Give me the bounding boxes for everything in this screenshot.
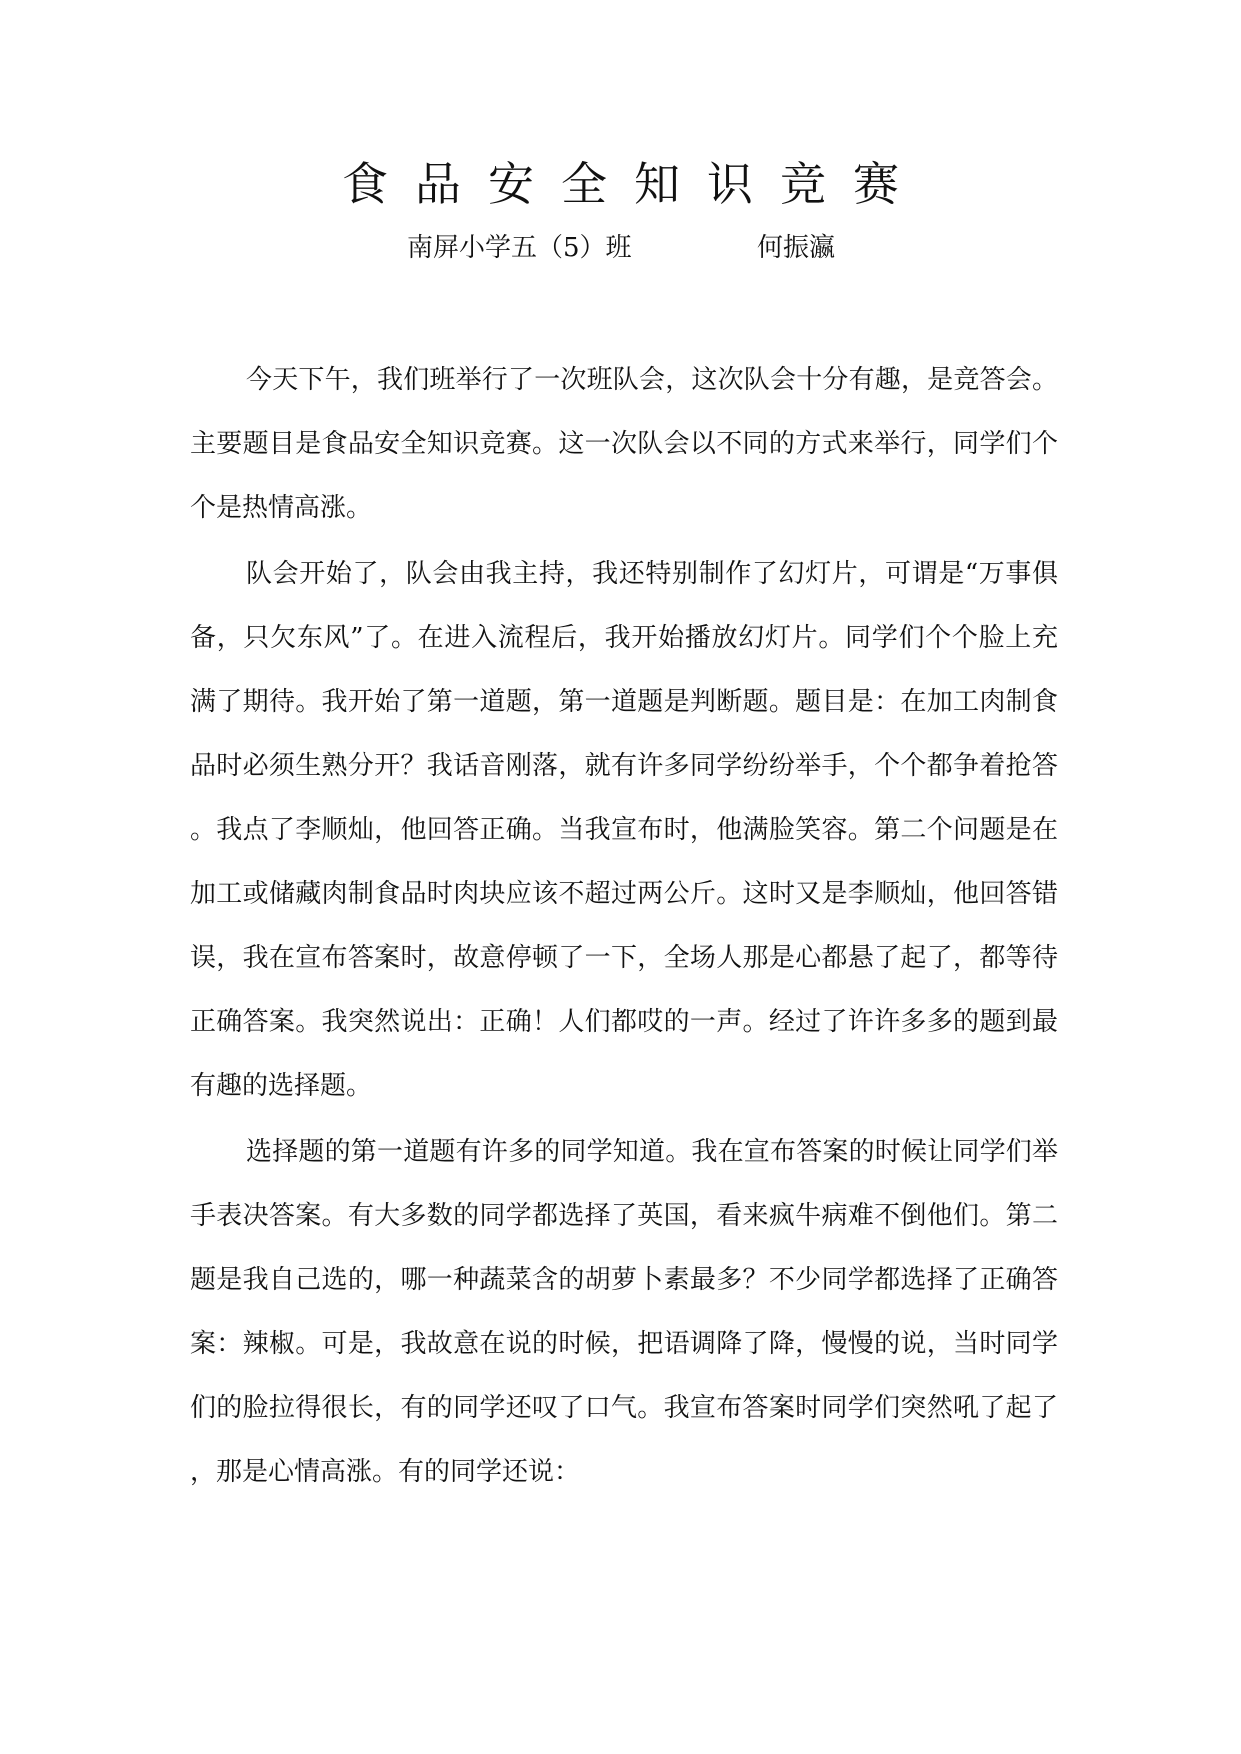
document-body <box>190 348 1058 1506</box>
document-title: 食品安全知识竞赛 <box>342 157 926 211</box>
paragraph-3: 选择题的第一道题有许多的同学知道。我在宣布答案的时候让同学们举手表决答案。有大多数的同学都选择了英国，看来疯牛病难不倒他们。第二题是我自己选的，哪一种蔬菜含的胡萝卜素最多？不少同学都选择了正确答案：辣椒。可是，我故意在说的时候，把语调降了降，慢慢的说，当时同学们的脸拉得很长，有的同学还叹了口气。我宣布答案时同学们突然吼了起了，那是心情高涨。有的同学还说： <box>190 1137 1058 1487</box>
paragraph-2: 队会开始了，队会由我主持，我还特别制作了幻灯片，可谓是“万事俱备，只欠东风”了。在进入流程后，我开始播放幻灯片。同学们个个脸上充满了期待。我开始了第一道题，第一道题是判断题。题目是：在加工肉制食品时必须生熟分开？我话音刚落，就有许多同学纷纷举手，个个都争着抢答。我点了李顺灿，他回答正确。当我宣布时，他满脸笑容。第二个问题是在加工或储藏肉制食品时肉块应该不超过两公斤。这时又是李顺灿，他回答错误，我在宣布答案时，故意停顿了一下，全场人那是心都悬了起了，都等待正确答案。我突然说出：正确！人们都哎的一声。经过了许许多多的题到最有趣的选择题。 <box>190 559 1058 1101</box>
paragraph-1: 今天下午，我们班举行了一次班队会，这次队会十分有趣，是竞答会。主要题目是食品安全知识竞赛。这一次队会以不同的方式来举行，同学们个个是热情高涨。 <box>190 365 1058 523</box>
author-school: 南屏小学五（5）班 <box>407 233 632 263</box>
author-name: 何振瀛 <box>757 233 836 263</box>
